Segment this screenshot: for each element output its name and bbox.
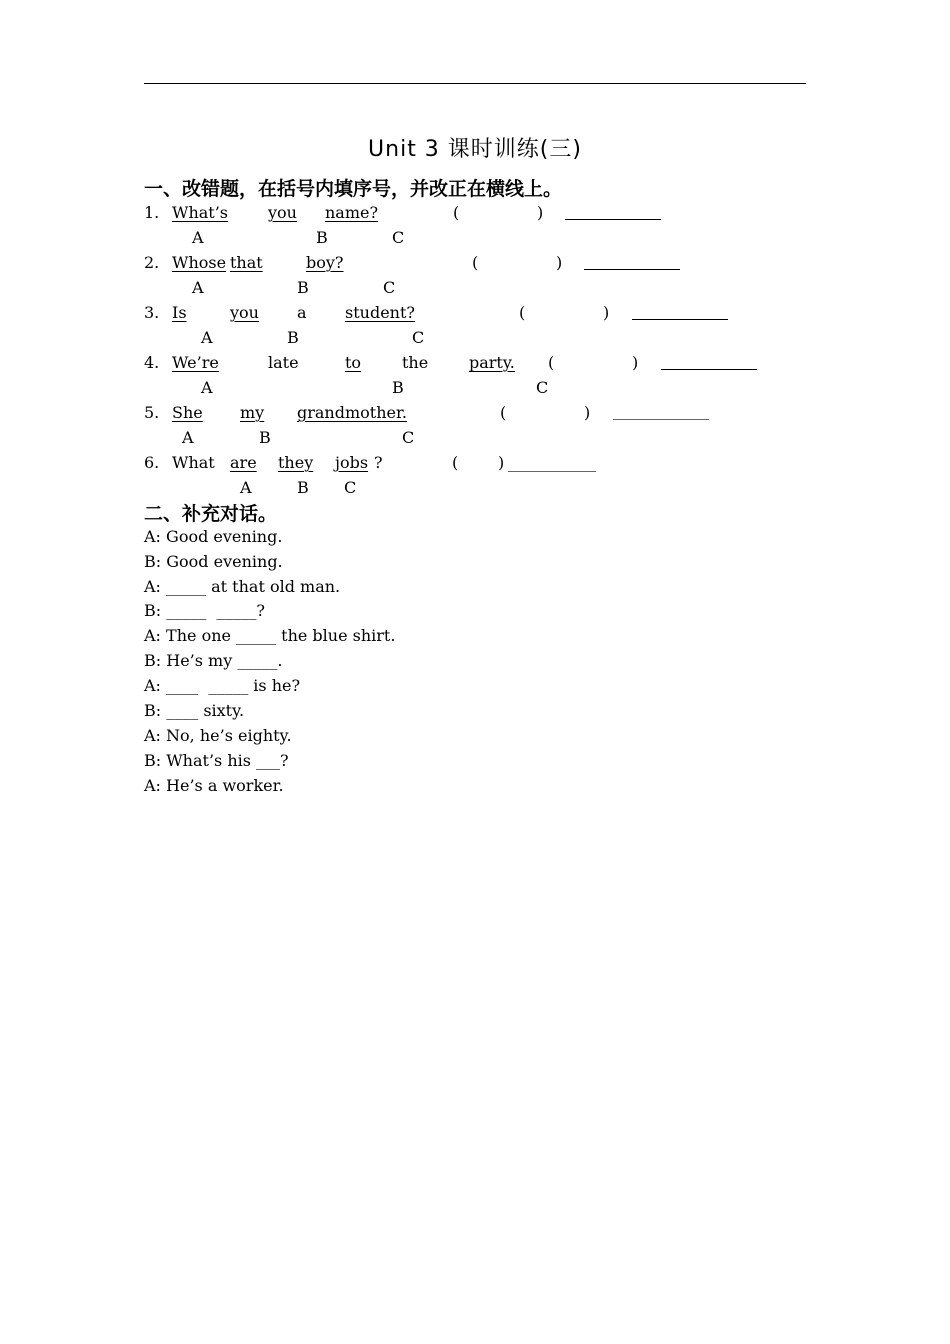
item-number: 6.	[144, 453, 160, 472]
part-a: Is	[172, 303, 187, 322]
answer-line[interactable]	[584, 269, 680, 270]
part-plain: late	[268, 353, 299, 372]
paren-close: )	[556, 253, 563, 272]
letter-b: B	[392, 378, 404, 397]
letter-c: C	[344, 478, 357, 497]
paren-open: (	[452, 453, 459, 472]
paren-close: )	[632, 353, 639, 372]
page-title: Unit 3 课时训练(三)	[368, 137, 582, 162]
paren-open: (	[472, 253, 479, 272]
paren-close: )	[584, 403, 591, 422]
part-b: to	[345, 353, 362, 372]
paren-open: (	[453, 203, 460, 222]
dialogue-line: B: ____ sixty.	[144, 701, 245, 720]
dialogue-line: B: He’s my _____.	[144, 651, 283, 670]
letter-b: B	[287, 328, 299, 347]
part-b: you	[268, 203, 297, 222]
part-b: my	[240, 403, 265, 422]
part-a: are	[230, 453, 257, 472]
answer-line[interactable]: ___________	[508, 453, 596, 472]
item-number: 2.	[144, 253, 160, 272]
dialogue-line: A: The one _____ the blue shirt.	[144, 626, 396, 645]
part-plain: the	[402, 353, 429, 372]
letter-b: B	[297, 278, 309, 297]
item-number: 1.	[144, 203, 160, 222]
letter-c: C	[412, 328, 425, 347]
letter-c: C	[383, 278, 396, 297]
paren-open: (	[519, 303, 526, 322]
part-a: She	[172, 403, 203, 422]
dialogue-line: B: Good evening.	[144, 552, 283, 571]
dialogue-line: A: Good evening.	[144, 527, 283, 546]
letter-a: A	[192, 278, 204, 297]
letter-a: A	[240, 478, 252, 497]
section1-heading: 一、改错题，在括号内填序号，并改正在横线上。	[144, 178, 563, 200]
header-rule	[144, 83, 806, 84]
paren-open: (	[500, 403, 507, 422]
answer-line[interactable]	[632, 319, 728, 320]
part-a: What’s	[172, 203, 229, 222]
dialogue-line: A: _____ at that old man.	[144, 577, 341, 596]
part-c: jobs	[335, 453, 369, 472]
answer-line[interactable]	[565, 219, 661, 220]
dialogue-line: A: No, he’s eighty.	[144, 726, 292, 745]
letter-a: A	[192, 228, 204, 247]
paren-close: )	[603, 303, 610, 322]
item-number: 5.	[144, 403, 160, 422]
letter-b: B	[316, 228, 328, 247]
dialogue-line: B: _____ _____?	[144, 601, 265, 620]
item-number: 4.	[144, 353, 160, 372]
letter-b: B	[297, 478, 309, 497]
answer-line[interactable]	[613, 419, 709, 420]
section2-heading: 二、补充对话。	[144, 503, 278, 525]
answer-line[interactable]	[661, 369, 757, 370]
part-c: grandmother.	[297, 403, 407, 422]
letter-c: C	[536, 378, 549, 397]
part-c: party.	[469, 353, 515, 372]
part-a: Whose	[172, 253, 227, 272]
letter-c: C	[402, 428, 415, 447]
part-a: We’re	[172, 353, 219, 372]
part-c: student?	[345, 303, 415, 322]
part-b: you	[230, 303, 259, 322]
letter-a: A	[201, 378, 213, 397]
letter-c: C	[392, 228, 405, 247]
part-b: they	[278, 453, 314, 472]
letter-b: B	[259, 428, 271, 447]
dialogue-line: A: ____ _____ is he?	[144, 676, 301, 695]
letter-a: A	[201, 328, 213, 347]
letter-a: A	[182, 428, 194, 447]
part-b: that	[230, 253, 263, 272]
item-number: 3.	[144, 303, 160, 322]
part-c: boy?	[306, 253, 344, 272]
paren-open: (	[548, 353, 555, 372]
part-plain: What	[172, 453, 215, 472]
dialogue-line: A: He’s a worker.	[144, 776, 284, 795]
dialogue-line: B: What’s his ___?	[144, 751, 289, 770]
part-c: name?	[325, 203, 379, 222]
part-plain: ?	[374, 453, 383, 472]
paren-close: )	[537, 203, 544, 222]
part-plain: a	[297, 303, 307, 322]
paren-close: )	[498, 453, 505, 472]
